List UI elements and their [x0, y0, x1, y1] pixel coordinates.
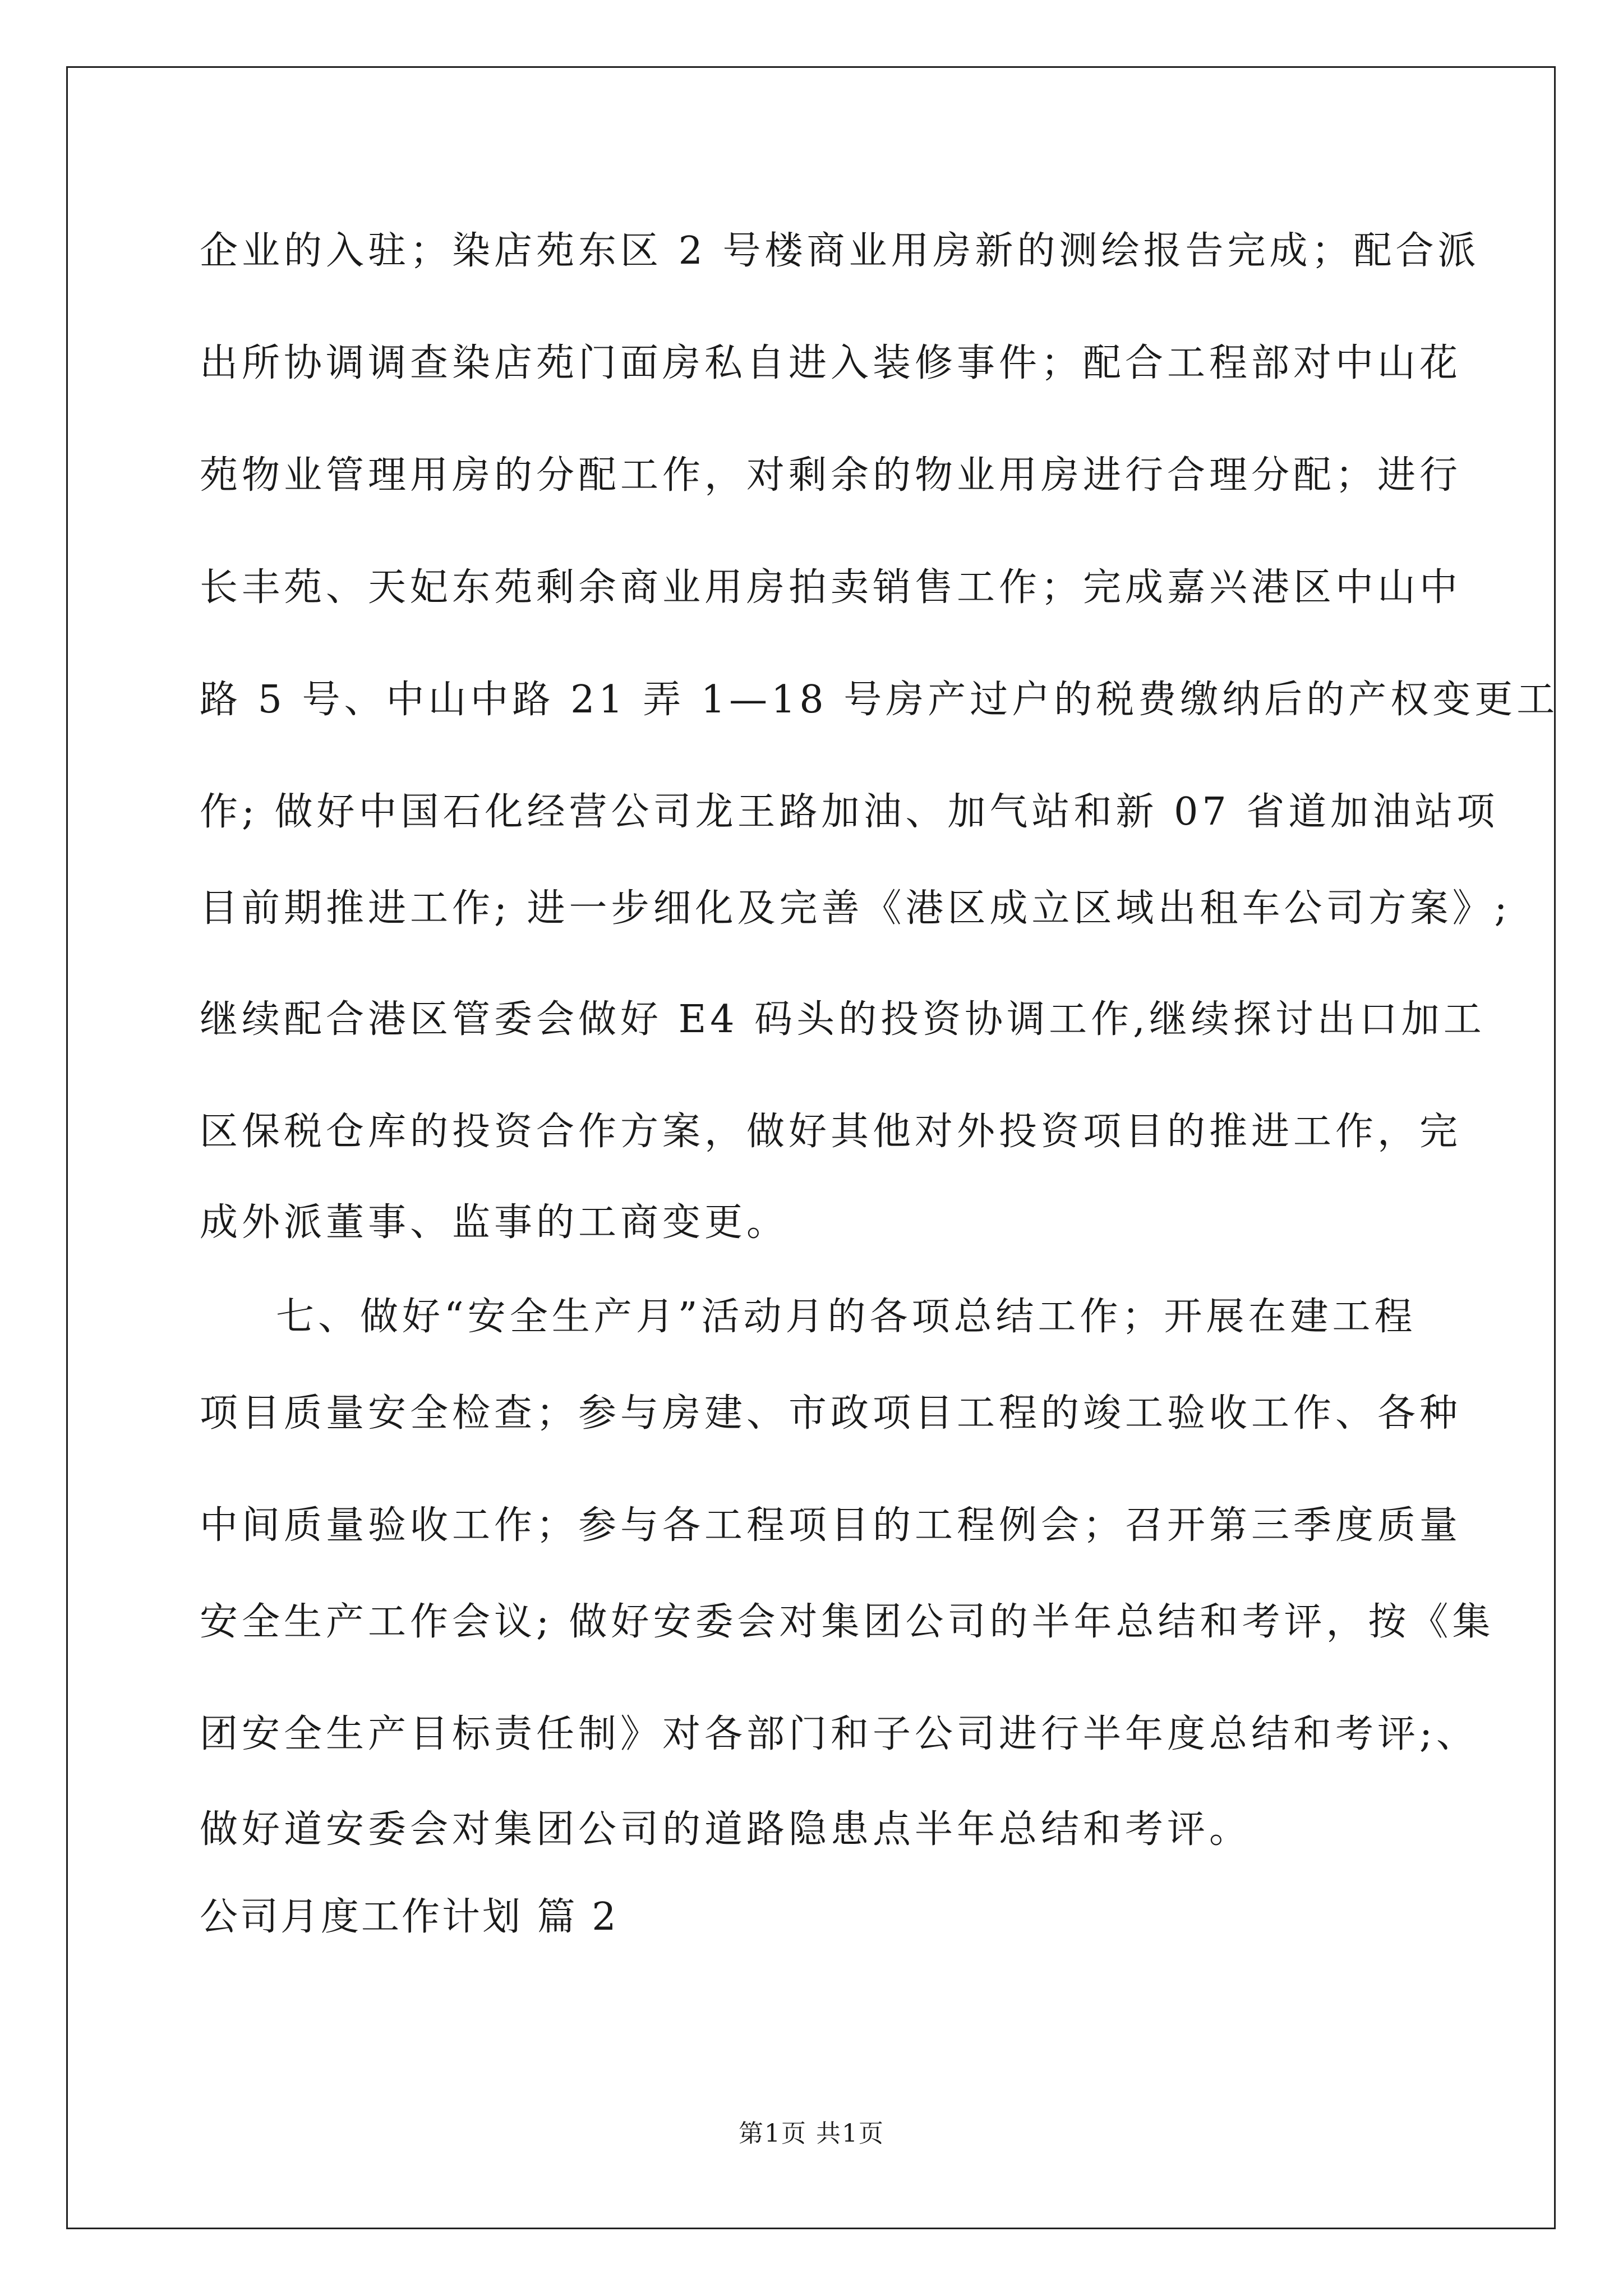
paragraph-1-line-9: 区保税仓库的投资合作方案，做好其他对外投资项目的推进工作，完	[200, 1110, 1462, 1154]
page-footer: 第1页 共1页	[739, 2119, 884, 2148]
paragraph-2-line-6: 做好道安委会对集团公司的道路隐患点半年总结和考评。	[200, 1807, 1252, 1852]
paragraph-1-line-6: 作; 做好中国石化经营公司龙王路加油、加气站和新 07 省道加油站项	[200, 790, 1499, 834]
paragraph-2-line-1: 七、做好“安全生产月”活动月的各项总结工作；开展在建工程	[276, 1295, 1417, 1339]
paragraph-1-line-7: 目前期推进工作; 进一步细化及完善《港区成立区域出租车公司方案》;	[200, 886, 1511, 931]
paragraph-1-line-3: 苑物业管理用房的分配工作，对剩余的物业用房进行合理分配；进行	[200, 453, 1462, 498]
paragraph-2-line-2: 项目质量安全检查；参与房建、市政项目工程的竣工验收工作、各种	[200, 1391, 1462, 1435]
paragraph-1-line-8: 继续配合港区管委会做好 E4 码头的投资协调工作,继续探讨出口加工	[200, 997, 1486, 1042]
section-heading: 公司月度工作计划 篇 2	[200, 1895, 619, 1939]
paragraph-1-line-4: 长丰苑、天妃东苑剩余商业用房拍卖销售工作；完成嘉兴港区中山中	[200, 565, 1462, 610]
paragraph-1-line-2: 出所协调调查染店苑门面房私自进入装修事件；配合工程部对中山花	[200, 341, 1462, 385]
paragraph-1-line-5: 路 5 号、中山中路 21 弄 1—18 号房产过户的税费缴纳后的产权变更工	[200, 678, 1559, 722]
paragraph-2-line-5: 团安全生产目标责任制》对各部门和子公司进行半年度总结和考评;、	[200, 1712, 1478, 1756]
paragraph-2-line-3: 中间质量验收工作；参与各工程项目的工程例会；召开第三季度质量	[200, 1503, 1462, 1548]
paragraph-1-line-10: 成外派董事、监事的工商变更。	[200, 1200, 789, 1245]
paragraph-2-line-4: 安全生产工作会议; 做好安委会对集团公司的半年总结和考评，按《集	[200, 1600, 1495, 1644]
paragraph-1-line-1: 企业的入驻；染店苑东区 2 号楼商业用房新的测绘报告完成；配合派	[200, 229, 1480, 273]
